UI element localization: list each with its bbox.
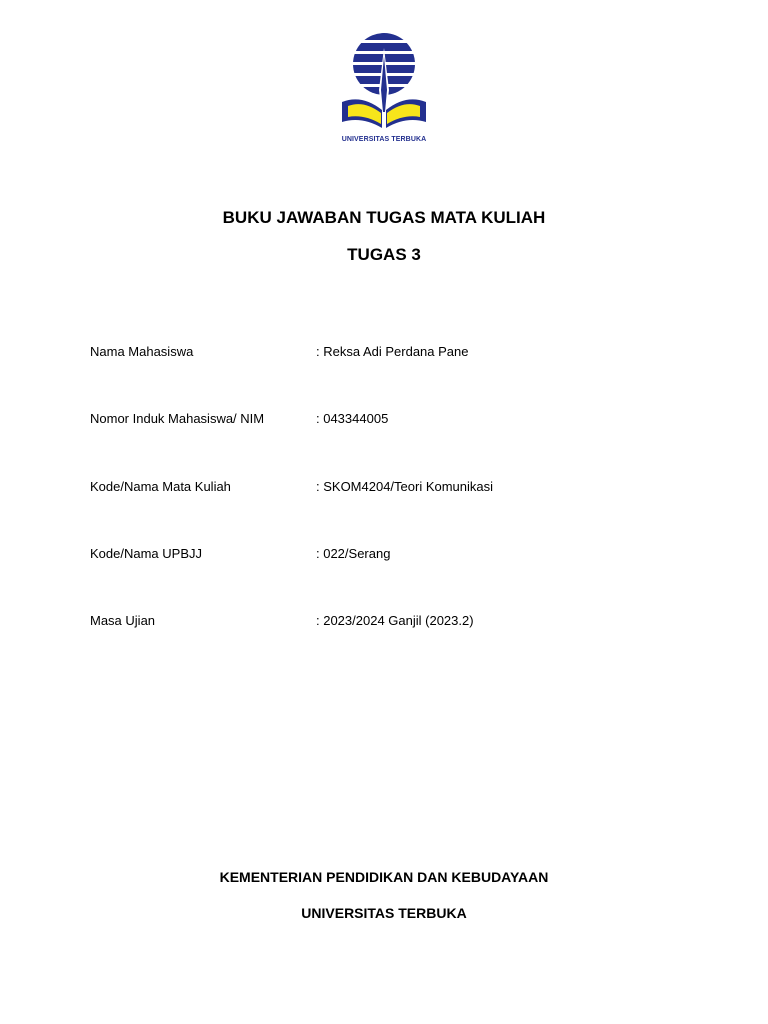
info-row-upbjj [90, 546, 690, 566]
document-title: BUKU JAWABAN TUGAS MATA KULIAH [222, 208, 546, 227]
info-value: : 2023/2024 Ganjil (2023.2) [316, 613, 474, 628]
info-value: : SKOM4204/Teori Komunikasi [316, 479, 494, 494]
info-row-course [90, 479, 690, 499]
info-label: Masa Ujian [90, 613, 156, 628]
footer-ministry: KEMENTERIAN PENDIDIKAN DAN KEBUDAYAAN [219, 869, 549, 885]
university-logo [336, 30, 432, 148]
info-row-student-name [90, 344, 690, 364]
info-label: Nama Mahasiswa [90, 344, 194, 359]
info-row-student-id [90, 411, 690, 431]
info-label: Nomor Induk Mahasiswa/ NIM [90, 411, 265, 426]
info-row-exam-period [90, 613, 690, 633]
info-value: : 022/Serang [316, 546, 391, 561]
footer-university: UNIVERSITAS TERBUKA [301, 905, 467, 921]
logo-text: UNIVERSITAS TERBUKA [341, 136, 427, 143]
document-subtitle: TUGAS 3 [347, 245, 421, 264]
info-value: : Reksa Adi Perdana Pane [316, 344, 469, 359]
info-label: Kode/Nama UPBJJ [90, 546, 202, 561]
info-value: : 043344005 [316, 411, 389, 426]
info-label: Kode/Nama Mata Kuliah [90, 479, 231, 494]
logo-emblem-icon [336, 30, 432, 136]
